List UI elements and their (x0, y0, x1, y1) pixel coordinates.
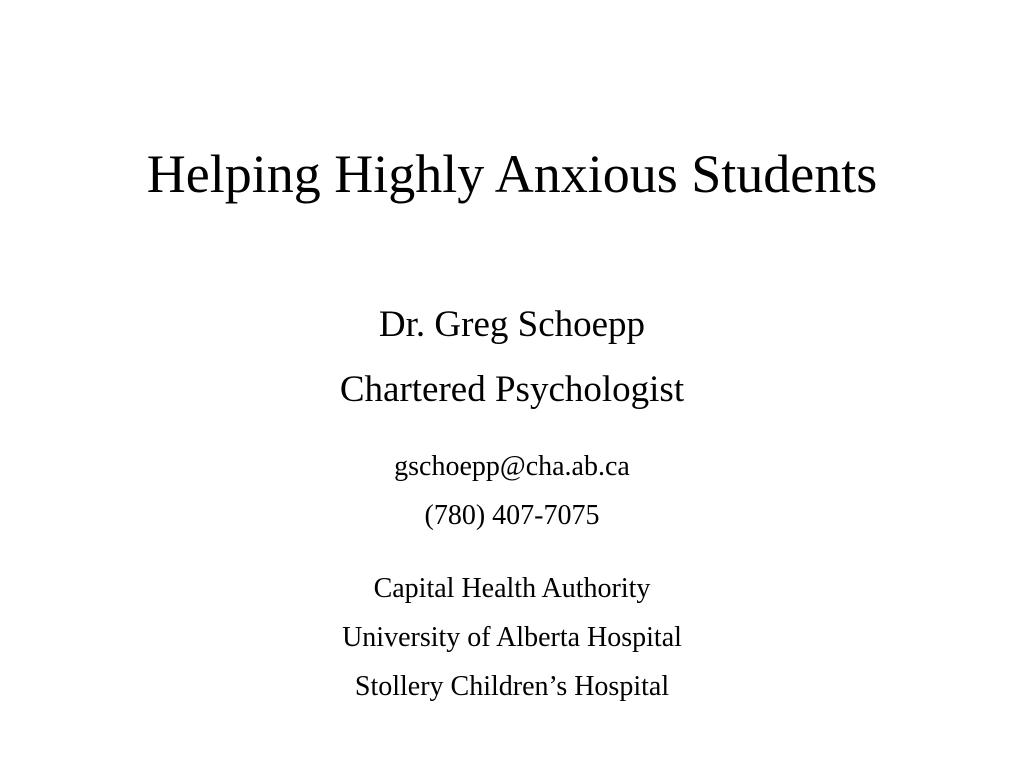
contact-email: gschoepp@cha.ab.ca (394, 451, 630, 482)
affiliation-uofa-hospital: University of Alberta Hospital (342, 622, 682, 653)
slide-title: Helping Highly Anxious Students (146, 144, 878, 204)
contact-phone: (780) 407-7075 (424, 500, 600, 531)
affiliation-stollery-hospital: Stollery Children’s Hospital (354, 671, 670, 702)
affiliation-capital-health: Capital Health Authority (373, 573, 651, 604)
presenter-name: Dr. Greg Schoepp (378, 304, 646, 345)
presenter-role: Chartered Psychologist (339, 369, 685, 410)
